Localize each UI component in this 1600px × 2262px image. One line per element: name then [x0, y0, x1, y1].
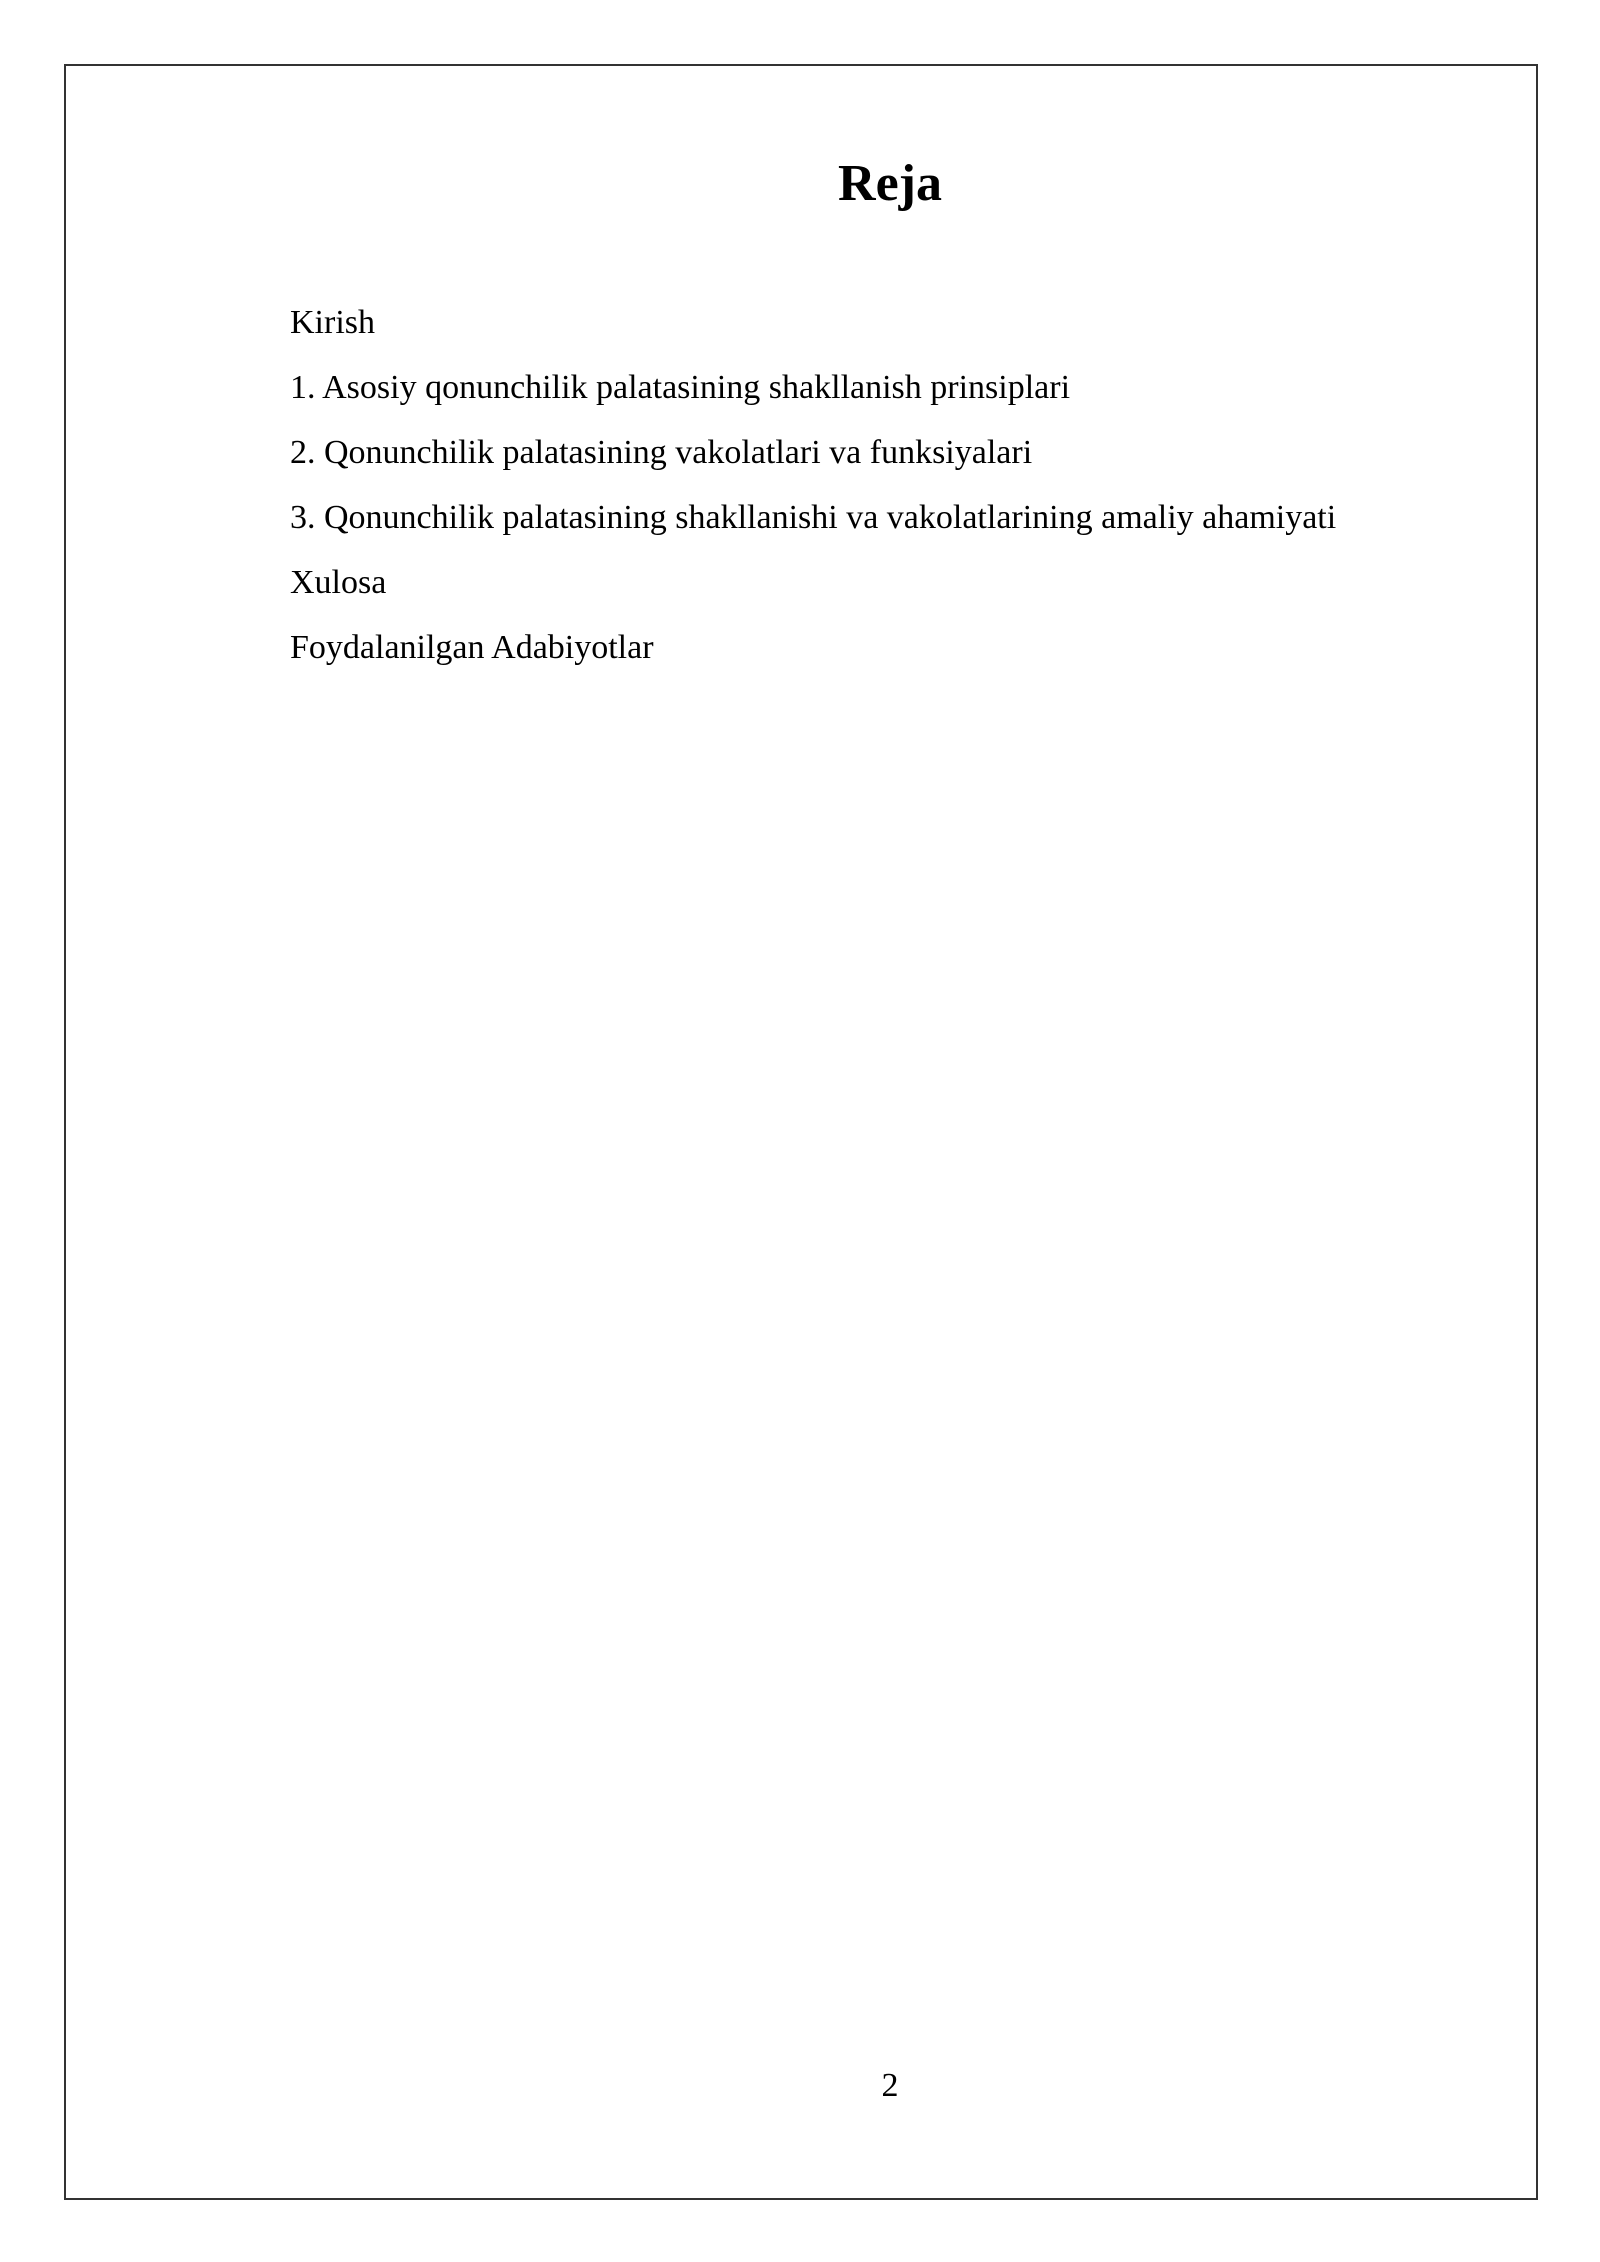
toc-item-chapter-2: 2. Qonunchilik palatasining vakolatlari va funksiyalari	[290, 434, 1033, 471]
toc-item-chapter-1: 1. Asosiy qonunchilik palatasining shakllanish prinsiplari	[290, 369, 1071, 406]
page-title: Reja	[838, 155, 942, 212]
toc-item-chapter-3: 3. Qonunchilik palatasining shakllanishi va vakolatlarining amaliy ahamiyati	[290, 499, 1337, 536]
toc-item-references: Foydalanilgan Adabiyotlar	[290, 629, 654, 666]
toc-item-conclusion: Xulosa	[290, 564, 387, 601]
table-of-contents	[290, 290, 1336, 680]
page-number: 2	[881, 2067, 899, 2104]
toc-item-introduction: Kirish	[290, 304, 375, 341]
